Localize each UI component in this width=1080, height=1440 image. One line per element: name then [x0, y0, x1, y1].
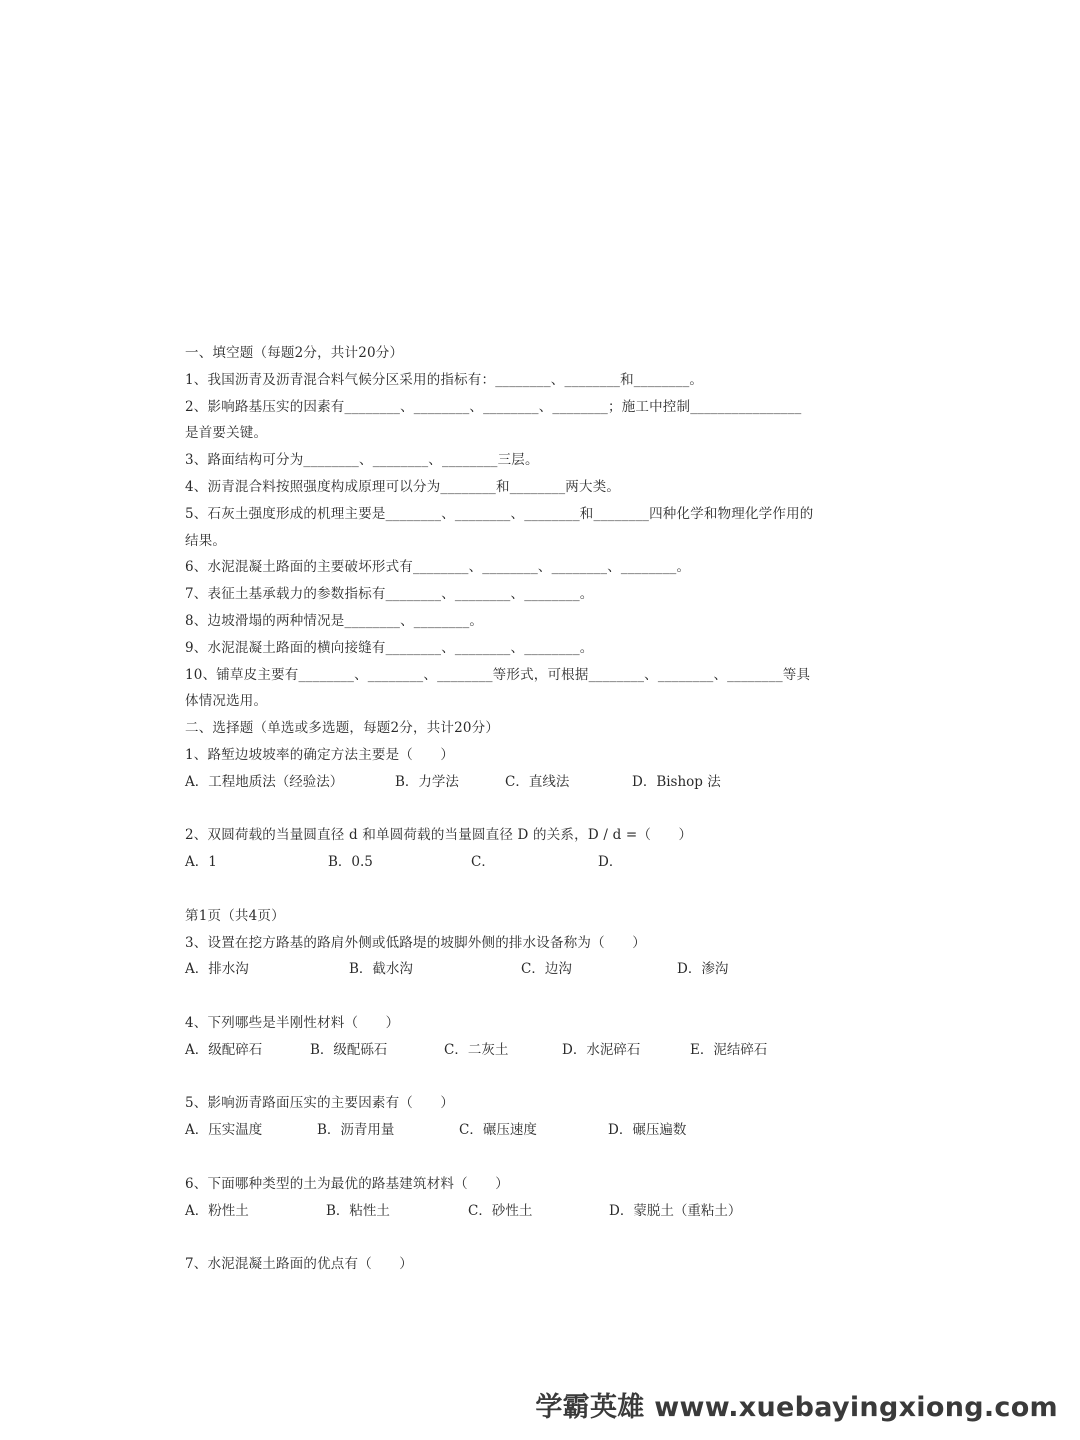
option-e: E．泥结碎石 [690, 1041, 768, 1058]
choice-options-6 [185, 1198, 925, 1225]
option-d: D．Bishop 法 [632, 773, 721, 790]
fill-question-2-cont: 是首要关键。 [185, 425, 268, 442]
option-c: C．碾压速度 [459, 1122, 537, 1139]
fill-question-7: 7、表征土基承载力的参数指标有________、________、________。 [185, 586, 594, 603]
option-a: A．排水沟 [185, 961, 249, 978]
option-b: B．级配砾石 [310, 1041, 388, 1058]
fill-question-5: 5、石灰土强度形成的机理主要是________、________、________和________四种化学和物理化学作用的 [185, 505, 814, 522]
option-b: B．力学法 [395, 773, 459, 790]
option-c: C．砂性土 [468, 1202, 533, 1219]
option-d: D．水泥碎石 [562, 1041, 641, 1058]
option-a: A．工程地质法（经验法） [185, 773, 344, 790]
option-c: C．边沟 [521, 961, 572, 978]
option-d: D．蒙脱土（重粘土） [609, 1202, 742, 1219]
choice-question-6: 6、下面哪种类型的土为最优的路基建筑材料（ ） [185, 1175, 509, 1192]
option-b: B．截水沟 [349, 961, 413, 978]
choice-options-1 [185, 769, 925, 796]
fill-question-9: 9、水泥混凝土路面的横向接缝有________、________、________。 [185, 639, 594, 656]
exam-document [185, 340, 925, 1278]
page-marker: 第1页（共4页） [185, 907, 285, 924]
option-c: C．直线法 [505, 773, 570, 790]
choice-options-3 [185, 956, 925, 983]
option-d: D．渗沟 [677, 961, 729, 978]
option-b: B．0.5 [328, 854, 373, 871]
site-watermark: 学霸英雄 www.xuebayingxiong.com [535, 1392, 1058, 1423]
choice-question-5: 5、影响沥青路面压实的主要因素有（ ） [185, 1095, 455, 1112]
fill-question-4: 4、沥青混合料按照强度构成原理可以分为________和________两大类。 [185, 478, 621, 495]
section-heading-choice: 二、选择题（单选或多选题，每题2分，共计20分） [185, 720, 500, 737]
option-b: B．粘性土 [326, 1202, 390, 1219]
fill-question-10-cont: 体情况选用。 [185, 693, 268, 710]
choice-question-7: 7、水泥混凝土路面的优点有（ ） [185, 1256, 413, 1273]
choice-question-2: 2、双圆荷载的当量圆直径 d 和单圆荷载的当量圆直径 D 的关系，D / d =（ ） [185, 827, 693, 844]
fill-question-6: 6、水泥混凝土路面的主要破坏形式有________、________、________、________。 [185, 559, 691, 576]
section-heading-fill-in: 一、填空题（每题2分，共计20分） [185, 345, 404, 361]
option-a: A．1 [185, 854, 217, 871]
fill-question-5-cont: 结果。 [185, 532, 227, 549]
option-d: D． [598, 854, 623, 871]
option-d: D．碾压遍数 [608, 1122, 687, 1139]
option-b: B．沥青用量 [317, 1122, 395, 1139]
fill-question-2: 2、影响路基压实的因素有________、________、________、________；施工中控制________________ [185, 398, 802, 415]
fill-question-10: 10、铺草皮主要有________、________、________等形式，可根据________、________、________等具 [185, 666, 811, 683]
fill-question-8: 8、边坡滑塌的两种情况是________、________。 [185, 612, 484, 629]
option-c: C． [471, 854, 495, 871]
option-a: A．压实温度 [185, 1122, 263, 1139]
choice-question-1: 1、路堑边坡坡率的确定方法主要是（ ） [185, 746, 455, 763]
fill-question-3: 3、路面结构可分为________、________、________三层。 [185, 452, 539, 469]
option-a: A．级配碎石 [185, 1041, 263, 1058]
option-a: A．粉性土 [185, 1202, 249, 1219]
choice-question-3: 3、设置在挖方路基的路肩外侧或低路堤的坡脚外侧的排水设备称为（ ） [185, 934, 646, 951]
choice-options-5 [185, 1117, 925, 1144]
choice-options-2 [185, 849, 925, 876]
choice-question-4: 4、下列哪些是半刚性材料（ ） [185, 1014, 400, 1031]
fill-question-1: 1、我国沥青及沥青混合料气候分区采用的指标有：________、________和________。 [185, 371, 704, 388]
choice-options-4 [185, 1037, 925, 1064]
option-c: C．二灰土 [444, 1041, 509, 1058]
